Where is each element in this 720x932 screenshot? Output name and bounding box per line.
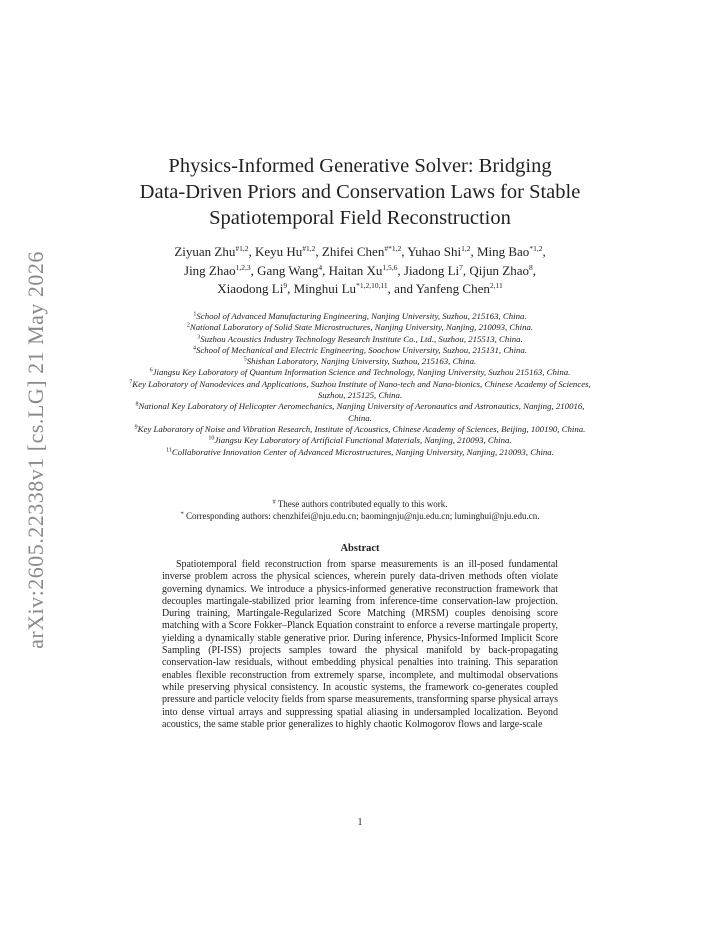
arxiv-identifier-text: arXiv:2605.22338v1 [cs.LG] 21 May 2026 — [23, 251, 48, 649]
author-name: Zhifei Chen — [321, 244, 385, 259]
affiliation-text: National Laboratory of Solid State Microstructures, Nanjing University, Nanjing, 210093, China. — [189, 322, 534, 333]
author-separator: , — [315, 244, 322, 259]
equal-contribution-note — [125, 498, 595, 510]
author-name: Keyu Hu — [254, 244, 303, 259]
author-separator: , — [401, 244, 408, 259]
author-name: Xiaodong Li — [217, 281, 284, 296]
author-name: Ziyuan Zhu — [174, 244, 236, 259]
author-separator: , — [248, 244, 255, 259]
note-mark: * — [180, 510, 184, 518]
author-separator: , and — [387, 281, 416, 296]
affiliation — [125, 334, 595, 345]
page-number: 1 — [357, 817, 363, 828]
author-separator: , — [542, 244, 546, 259]
affiliation-text: Jiangsu Key Laboratory of Quantum Information Science and Technology, Nanjing University, Suzhou 215163, China. — [152, 367, 571, 378]
author-affiliation-marks: 9 — [283, 281, 288, 290]
affiliation-text: National Key Laboratory of Helicopter Aeromechanics, Nanjing University of Aeronautics and Astronautics, Nanjing, 210016, China. — [138, 401, 585, 423]
author-affiliation-marks: 7 — [459, 262, 463, 272]
title-line: Data-Driven Priors and Conservation Laws for Stable — [139, 181, 581, 203]
affiliation-number: 9 — [134, 424, 138, 431]
affiliation-number: 2 — [186, 322, 190, 329]
affiliation-number: 10 — [208, 435, 215, 442]
author-name: Jiadong Li — [403, 262, 460, 278]
affiliation-number: 5 — [243, 356, 247, 363]
author-name: Qijun Zhao — [469, 262, 529, 278]
author-name: Jing Zhao — [184, 262, 236, 278]
author-affiliation-marks: #*1,2 — [384, 244, 402, 253]
author-notes — [125, 498, 595, 522]
author-separator: , — [470, 244, 477, 259]
affiliation-text: Suzhou Acoustics Industry Technology Research Institute Co., Ltd., Suzhou, 215513, China. — [200, 333, 523, 344]
affiliation-text: Jiangsu Key Laboratory of Artificial Functional Materials, Nanjing, 210093, China. — [214, 435, 512, 446]
author-separator: , — [532, 262, 536, 278]
affiliation-text: Key Laboratory of Nanodevices and Applications, Suzhou Institute of Nano-tech and Nano-bionics, Chinese Academy of Sciences, Suzhou, 215125, China. — [132, 378, 591, 401]
author-name: Ming Bao — [476, 244, 530, 259]
author-name: Yuhao Shi — [407, 244, 462, 259]
author-affiliation-marks: 1,2,3 — [235, 262, 251, 272]
author-separator: , — [287, 281, 294, 296]
author-name: Yanfeng Chen — [415, 281, 490, 296]
title-line: Spatiotemporal Field Reconstruction — [209, 207, 511, 229]
affiliation-text: Key Laboratory of Noise and Vibration Research, Institute of Acoustics, Chinese Academy of Sciences, Beijing, 100190, China. — [137, 423, 586, 434]
author-separator: , — [397, 262, 404, 278]
affiliation — [125, 424, 595, 435]
author-affiliation-marks: 2,11 — [489, 281, 503, 290]
author-line — [120, 243, 600, 262]
author-line — [120, 262, 600, 281]
affiliation-number: 8 — [135, 401, 139, 408]
affiliation-text: Collaborative Innovation Center of Advanced Microstructures, Nanjing University, Nanjing, 210093, China. — [171, 446, 554, 457]
author-name: Haitan Xu — [328, 262, 383, 278]
author-name: Minghui Lu — [293, 281, 357, 296]
abstract-heading: Abstract — [340, 543, 380, 554]
affiliation — [125, 447, 595, 458]
affiliation-text: Shishan Laboratory, Nanjing University, Suzhou, 215163, China. — [246, 356, 477, 367]
affiliation — [125, 345, 595, 356]
author-affiliation-marks: 4 — [318, 262, 323, 272]
author-affiliation-marks: #1,2 — [235, 244, 249, 253]
note-text: Corresponding authors: chenzhifei@nju.edu.cn; baomingnju@nju.edu.cn; luminghui@nju.edu.cn. — [185, 511, 540, 521]
affiliation-number: 11 — [166, 447, 172, 454]
arxiv-identifier — [19, 250, 53, 650]
note-mark: # — [272, 498, 276, 506]
affiliation-text: School of Advanced Manufacturing Engineering, Nanjing University, Suzhou, 215163, China. — [196, 311, 527, 321]
author-list — [120, 243, 600, 299]
affiliation — [125, 435, 595, 446]
affiliation — [125, 322, 595, 333]
author-affiliation-marks: 1,2 — [461, 244, 471, 253]
affiliation — [125, 311, 595, 322]
author-line — [120, 280, 600, 299]
affiliation-number: 4 — [192, 345, 196, 352]
author-name: Gang Wang — [257, 262, 319, 278]
author-affiliation-marks: *1,2,10,11 — [356, 281, 388, 290]
abstract-body: Spatiotemporal field reconstruction from sparse measurements is an ill-posed fundamental inverse problem across the physical sciences, wherein purely data-driven methods often violate governing dynamics. We introduce a physics-informed generative reconstruction framework that decouples martingale-stabilized prior learning from inference-time conservation-law projection. During training, Martingale-Regularized Score Matching (MRSM) couples denoising score matching with a Score Fokker–Planck Equation constraint to enforce a reverse martingale property, yielding a dynamically stable generative prior. During inference, Physics-Informed Implicit Score Sampling (PI-ISS) projects samples toward the physical manifold by back-propagating conservation-law residuals, without embedding physical penalties into training. This separation enables flexible reconstruction from extremely sparse, incomplete, and multimodal observations while preserving physical consistency. In acoustic systems, the framework co-generates coupled pressure and particle velocity fields from sparse measurements, transforming sparse physical arrays into dense virtual arrays and suppressing spatial aliasing in undersampled localization. Beyond acoustics, the same stable prior generalizes to highly chaotic Kolmogorov flows and large-scale — [162, 559, 558, 730]
paper-title — [110, 153, 610, 231]
author-affiliation-marks: 1,5,6 — [382, 262, 398, 272]
author-affiliation-marks: *1,2 — [529, 244, 543, 253]
author-affiliation-marks: #1,2 — [302, 244, 316, 253]
title-line: Physics-Informed Generative Solver: Bridging — [168, 155, 552, 177]
author-separator: , — [462, 262, 470, 278]
affiliation-text: School of Mechanical and Electric Engineering, Soochow University, Suzhou, 215131, China. — [195, 344, 528, 355]
affiliation — [125, 379, 595, 402]
author-separator: , — [322, 262, 329, 278]
corresponding-authors-note — [125, 510, 595, 522]
affiliation — [125, 367, 595, 378]
affiliation-number: 6 — [149, 367, 153, 374]
affiliation — [125, 356, 595, 367]
affiliation-list — [125, 311, 595, 458]
author-separator: , — [250, 262, 258, 278]
affiliation-number: 3 — [197, 334, 201, 341]
author-affiliation-marks: 8 — [528, 262, 533, 272]
affiliation — [125, 401, 595, 424]
affiliation-number: 1 — [193, 311, 197, 318]
affiliation-number: 7 — [129, 379, 133, 386]
note-text: These authors contributed equally to this work. — [277, 499, 448, 509]
